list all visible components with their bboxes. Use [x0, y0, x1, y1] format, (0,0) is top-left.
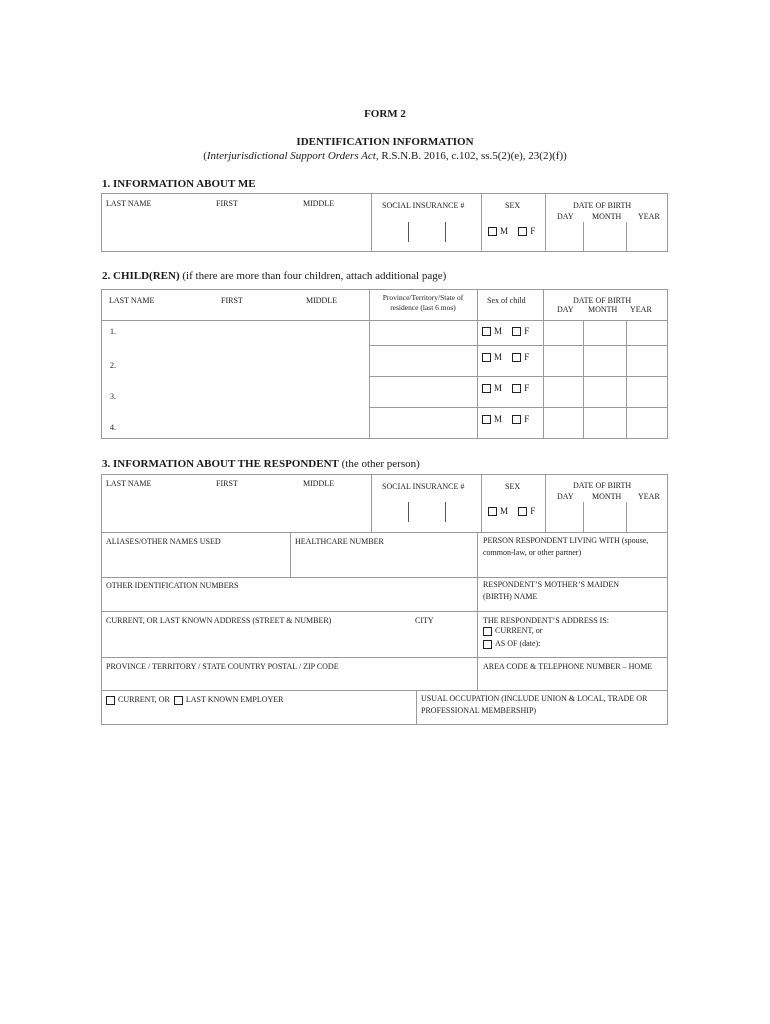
- checkbox-icon: [174, 696, 183, 705]
- citation-reference: R.S.N.B. 2016, c.102, ss.5(2)(e), 23(2)(f)): [378, 150, 567, 162]
- s1-last-name-field[interactable]: LAST NAME: [106, 199, 152, 208]
- s1-sex-m[interactable]: M: [488, 226, 508, 236]
- section-3-heading: 3. INFORMATION ABOUT THE RESPONDENT (the other person): [102, 458, 420, 470]
- s1-year-field[interactable]: YEAR: [638, 212, 660, 221]
- checkbox-icon: [512, 327, 521, 336]
- s1-sex-options: [488, 226, 543, 236]
- s2-dob-header: DATE OF BIRTH: [573, 296, 632, 305]
- s1-middle-name-field[interactable]: MIDDLE: [303, 199, 335, 208]
- form-number: FORM 2: [364, 108, 406, 120]
- checkbox-icon: [482, 327, 491, 336]
- act-citation: [0, 150, 770, 162]
- s3-month-field[interactable]: MONTH: [592, 492, 622, 501]
- s3-dob-label: DATE OF BIRTH: [573, 481, 632, 490]
- s3-middle-name-field[interactable]: MIDDLE: [303, 479, 335, 488]
- s3-sex-options: [488, 506, 543, 516]
- s1-first-name-field[interactable]: FIRST: [216, 199, 238, 208]
- s2-day-header: DAY: [557, 305, 574, 314]
- checkbox-icon: [488, 227, 497, 236]
- s2-sex-header: Sex of child: [487, 296, 526, 305]
- child-1-sex-options: [482, 326, 537, 336]
- child-row-4[interactable]: 4.: [110, 423, 116, 432]
- checkbox-icon: [482, 415, 491, 424]
- citation-open: (: [203, 150, 207, 162]
- s1-sex-label: SEX: [505, 201, 521, 210]
- mothers-maiden-name-field[interactable]: RESPONDENT’S MOTHER’S MAIDEN (BIRTH) NAME: [483, 580, 620, 601]
- s1-sin-field[interactable]: SOCIAL INSURANCE #: [382, 201, 465, 210]
- s3-year-field[interactable]: YEAR: [638, 492, 660, 501]
- s1-day-field[interactable]: DAY: [557, 212, 574, 221]
- usual-occupation-field[interactable]: USUAL OCCUPATION (INCLUDE UNION & LOCAL, TRADE OR PROFESSIONAL MEMBERSHIP): [421, 694, 648, 715]
- child-2-sex-f[interactable]: F: [512, 352, 529, 362]
- child-3-sex-f[interactable]: F: [512, 383, 529, 393]
- citation-act-name: Interjurisdictional Support Orders Act,: [206, 150, 379, 162]
- employer-last-known-option[interactable]: LAST KNOWN EMPLOYER: [185, 695, 284, 704]
- employer-current-option[interactable]: CURRENT, OR: [118, 695, 170, 704]
- address-as-of-option[interactable]: AS OF (date):: [483, 639, 540, 649]
- checkbox-icon: [518, 507, 527, 516]
- child-3-sex-m[interactable]: M: [482, 383, 502, 393]
- child-4-sex-m[interactable]: M: [482, 414, 502, 424]
- employer-field[interactable]: [106, 695, 284, 705]
- checkbox-icon: [512, 384, 521, 393]
- child-1-sex-f[interactable]: F: [512, 326, 529, 336]
- child-row-2[interactable]: 2.: [110, 361, 116, 370]
- checkbox-icon: [483, 640, 492, 649]
- checkbox-icon: [512, 353, 521, 362]
- section-1-heading: 1. INFORMATION ABOUT ME: [102, 178, 256, 190]
- child-row-1[interactable]: 1.: [110, 327, 116, 336]
- address-field[interactable]: CURRENT, OR LAST KNOWN ADDRESS (STREET & NUMBER): [106, 616, 332, 625]
- s3-sin-field[interactable]: SOCIAL INSURANCE #: [382, 482, 465, 491]
- s2-first-name-header: FIRST: [221, 296, 243, 305]
- child-4-sex-options: [482, 414, 537, 424]
- s3-first-name-field[interactable]: FIRST: [216, 479, 238, 488]
- s2-last-name-header: LAST NAME: [109, 296, 155, 305]
- checkbox-icon: [482, 353, 491, 362]
- s2-month-header: MONTH: [588, 305, 618, 314]
- other-id-numbers-field[interactable]: OTHER IDENTIFICATION NUMBERS: [106, 581, 239, 590]
- s1-month-field[interactable]: MONTH: [592, 212, 622, 221]
- address-current-option[interactable]: CURRENT, or: [483, 626, 542, 636]
- province-country-postal-field[interactable]: PROVINCE / TERRITORY / STATE COUNTRY POSTAL / ZIP CODE: [106, 662, 339, 671]
- child-2-sex-m[interactable]: M: [482, 352, 502, 362]
- checkbox-icon: [106, 696, 115, 705]
- home-phone-field[interactable]: AREA CODE & TELEPHONE NUMBER – HOME: [483, 662, 653, 671]
- healthcare-number-field[interactable]: HEALTHCARE NUMBER: [295, 537, 384, 546]
- s2-province-header: Province/Territory/State of residence (last 6 mos): [382, 293, 464, 312]
- living-with-field[interactable]: PERSON RESPONDENT LIVING WITH (spouse, common-law, or other partner): [483, 536, 649, 557]
- s3-last-name-field[interactable]: LAST NAME: [106, 479, 152, 488]
- s1-dob-label: DATE OF BIRTH: [573, 201, 632, 210]
- child-4-sex-f[interactable]: F: [512, 414, 529, 424]
- s1-sex-f[interactable]: F: [518, 226, 535, 236]
- checkbox-icon: [482, 384, 491, 393]
- child-row-3[interactable]: 3.: [110, 392, 116, 401]
- address-is-label: THE RESPONDENT’S ADDRESS IS:: [483, 616, 610, 625]
- city-field[interactable]: CITY: [415, 616, 434, 625]
- child-3-sex-options: [482, 383, 537, 393]
- section-2-heading: 2. CHILD(REN) (if there are more than four children, attach additional page): [102, 270, 447, 282]
- checkbox-icon: [518, 227, 527, 236]
- page-title: IDENTIFICATION INFORMATION: [296, 136, 474, 148]
- child-2-sex-options: [482, 352, 537, 362]
- s2-middle-name-header: MIDDLE: [306, 296, 338, 305]
- s3-day-field[interactable]: DAY: [557, 492, 574, 501]
- checkbox-icon: [483, 627, 492, 636]
- s2-year-header: YEAR: [630, 305, 652, 314]
- s3-sex-f[interactable]: F: [518, 506, 535, 516]
- child-1-sex-m[interactable]: M: [482, 326, 502, 336]
- s3-sex-m[interactable]: M: [488, 506, 508, 516]
- aliases-field[interactable]: ALIASES/OTHER NAMES USED: [106, 537, 221, 546]
- checkbox-icon: [512, 415, 521, 424]
- s3-sex-label: SEX: [505, 482, 521, 491]
- checkbox-icon: [488, 507, 497, 516]
